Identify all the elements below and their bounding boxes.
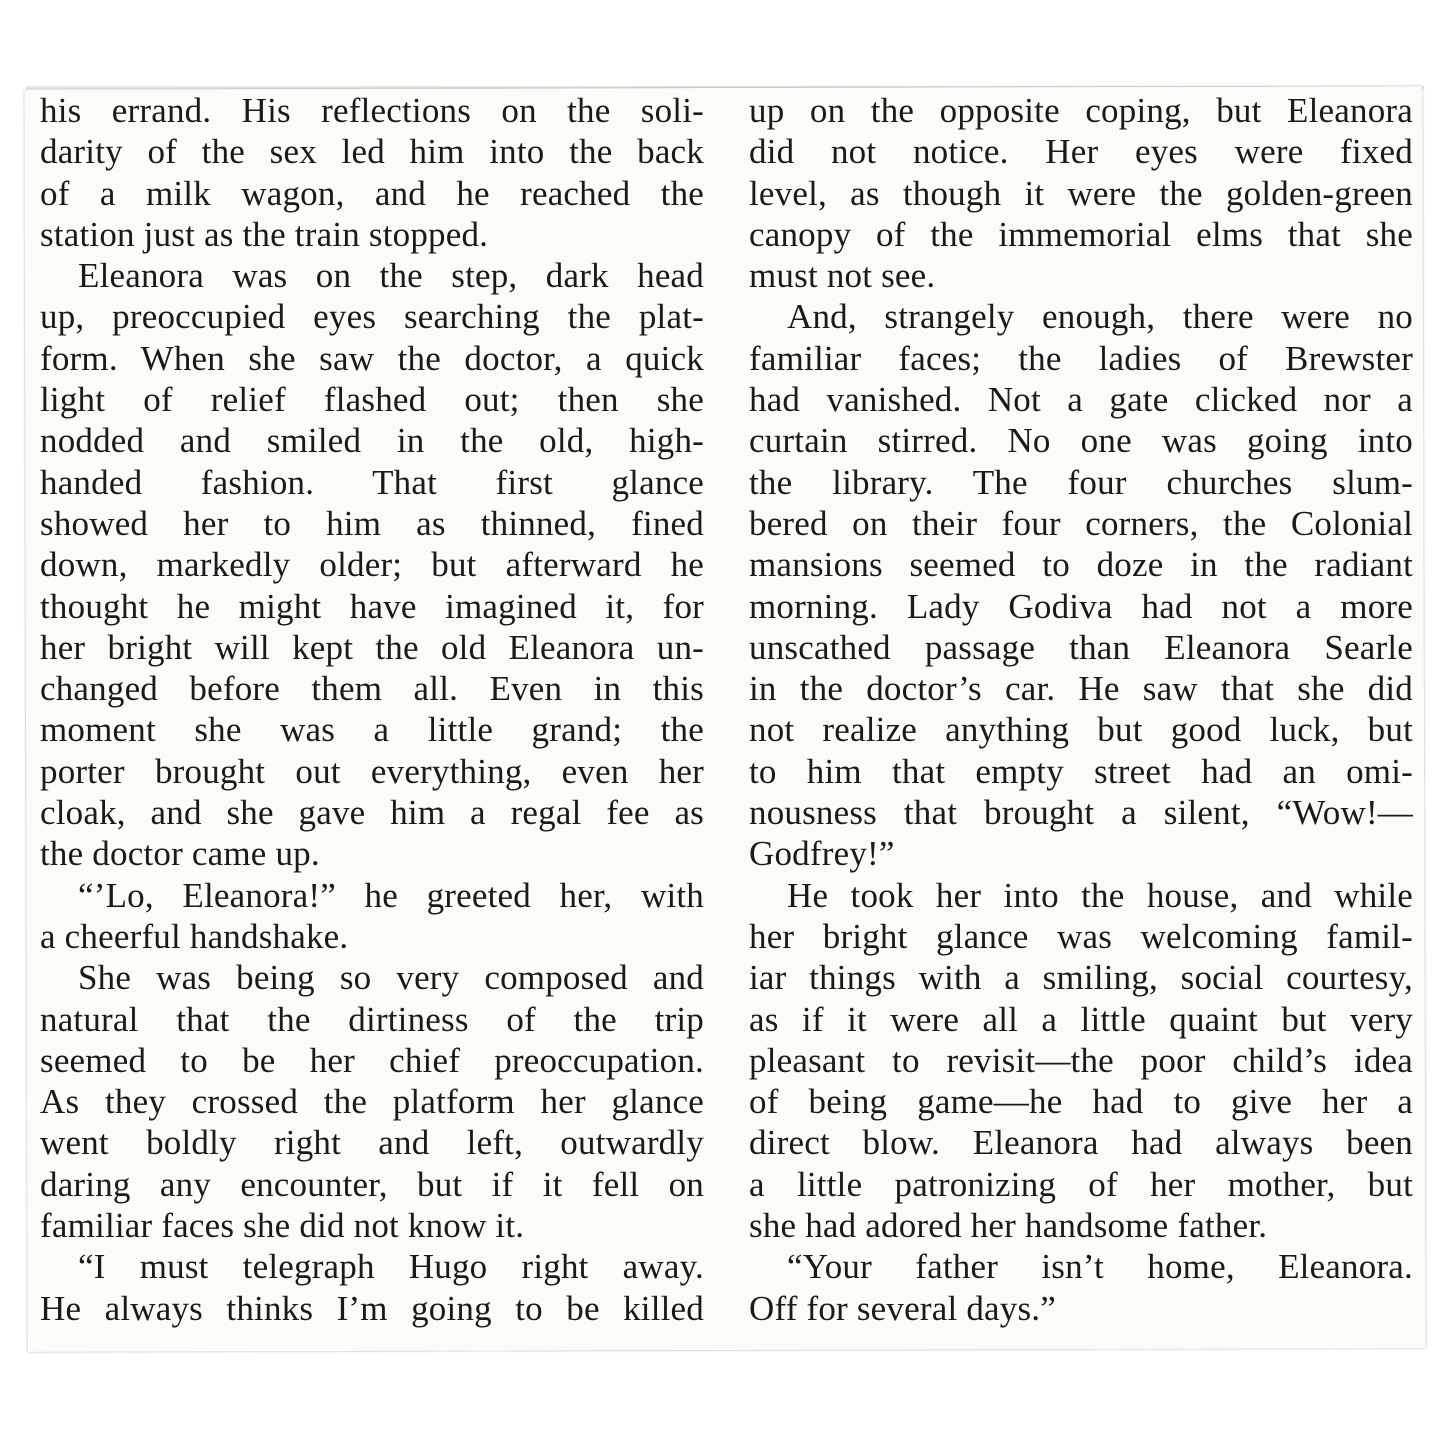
text-line: And, strangely enough, there were no (787, 297, 1413, 337)
text-line: must not see. (749, 256, 936, 296)
text-line: porter brought out everything, even her (40, 751, 704, 791)
text-line: familiar faces she did not know it. (40, 1206, 525, 1246)
text-line: light of relief flashed out; then she (40, 380, 704, 420)
text-line: “I must telegraph Hugo right away. (78, 1247, 704, 1287)
text-line: station just as the train stopped. (40, 214, 489, 254)
text-line: handed fashion. That first glance (40, 462, 704, 502)
text-line: daring any encounter, but if it fell on (40, 1164, 704, 1204)
text-line: moment she was a little grand; the (40, 710, 704, 750)
text-line: Eleanora was on the step, dark head (78, 256, 704, 296)
text-line: of being game—he had to give her a (749, 1082, 1413, 1122)
text-line: down, markedly older; but afterward he (40, 545, 704, 585)
text-line: cloak, and she gave him a regal fee as (40, 793, 704, 833)
text-line: not realize anything but good luck, but (749, 710, 1413, 750)
text-line: thought he might have imagined it, for (40, 586, 704, 626)
text-line: darity of the sex led him into the back (40, 132, 704, 172)
text-line: in the doctor’s car. He saw that she did (749, 669, 1413, 709)
text-line: a cheerful handshake. (40, 916, 349, 956)
text-line: the doctor came up. (40, 834, 320, 874)
text-line: “Your father isn’t home, Eleanora. (787, 1247, 1413, 1287)
text-line: curtain stirred. No one was going into (749, 421, 1413, 461)
text-line: mansions seemed to doze in the radiant (749, 545, 1413, 585)
text-line: up on the opposite coping, but Eleanora (749, 91, 1413, 130)
text-line: she had adored her handsome father. (749, 1206, 1268, 1246)
text-line: Godfrey!” (749, 834, 895, 874)
text-line: canopy of the immemorial elms that she (749, 214, 1413, 254)
text-line: nousness that brought a silent, “Wow!— (749, 793, 1413, 833)
text-line: pleasant to revisit—the poor child’s idea (749, 1040, 1413, 1080)
text-line: bered on their four corners, the Colonial (749, 503, 1413, 543)
text-line: natural that the dirtiness of the trip (40, 999, 704, 1039)
text-line: changed before them all. Even in this (40, 669, 704, 709)
text-line: up, preoccupied eyes searching the plat- (40, 297, 704, 337)
text-line: to him that empty street had an omi- (749, 751, 1413, 791)
text-line: She was being so very composed and (78, 958, 704, 998)
text-line: her bright will kept the old Eleanora un- (40, 627, 704, 667)
text-line: seemed to be her chief preoccupation. (40, 1040, 704, 1080)
text-line: did not notice. Her eyes were fixed (749, 132, 1413, 172)
text-line: showed her to him as thinned, fined (40, 503, 704, 543)
text-line: went boldly right and left, outwardly (40, 1123, 704, 1163)
text-line: As they crossed the platform her glance (40, 1082, 704, 1122)
text-line: Off for several days.” (749, 1288, 1056, 1328)
text-line: as if it were all a little quaint but very (749, 999, 1413, 1039)
text-line: of a milk wagon, and he reached the (40, 173, 704, 213)
text-line: the library. The four churches slum- (749, 462, 1413, 502)
text-line: his errand. His reflections on the soli- (40, 91, 704, 130)
text-line: iar things with a smiling, social courtesy, (749, 958, 1413, 998)
text-line: level, as though it were the golden-green (749, 173, 1413, 213)
text-line: direct blow. Eleanora had always been (749, 1123, 1413, 1163)
text-column-right (749, 90, 1413, 1329)
text-line: He took her into the house, and while (787, 875, 1413, 915)
text-line: morning. Lady Godiva had not a more (749, 586, 1413, 626)
text-line: unscathed passage than Eleanora Searle (749, 627, 1413, 667)
text-line: nodded and smiled in the old, high- (40, 421, 704, 461)
text-line: He always thinks I’m going to be killed (40, 1288, 704, 1328)
text-line: familiar faces; the ladies of Brewster (749, 338, 1413, 378)
text-line: her bright glance was welcoming famil- (749, 916, 1413, 956)
text-line: had vanished. Not a gate clicked nor a (749, 380, 1413, 420)
text-line: “’Lo, Eleanora!” he greeted her, with (78, 875, 704, 915)
text-line: form. When she saw the doctor, a quick (40, 338, 704, 378)
text-column-left (40, 90, 704, 1329)
text-line: a little patronizing of her mother, but (749, 1164, 1413, 1204)
